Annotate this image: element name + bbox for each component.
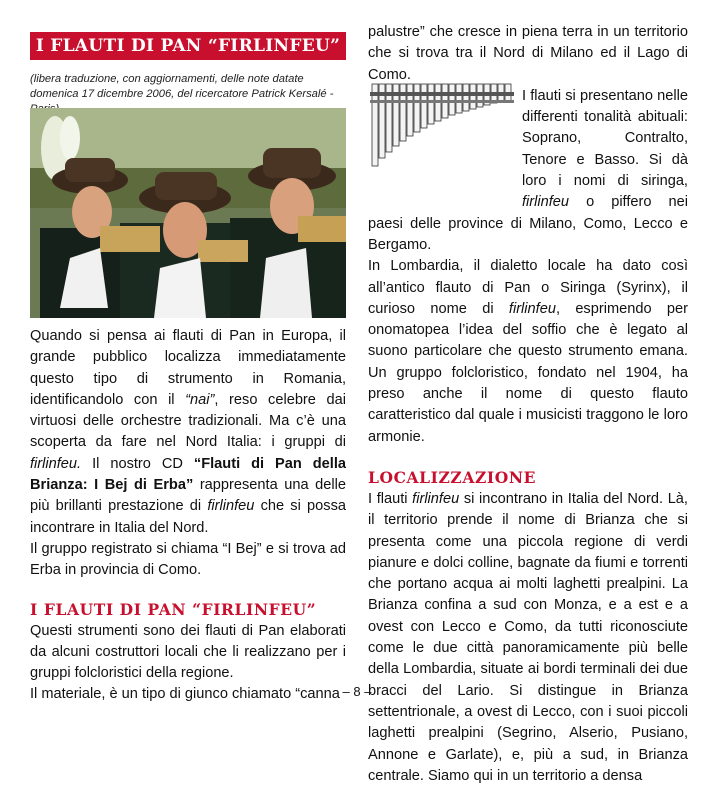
text-run: che si possa incontrare in Italia del Nord. <box>30 498 346 536</box>
text-run: si incontrano in Italia del Nord. Là, il territorio prende il nome di Brianza che si presenta come una piccola regione di verdi pianure e dolci colline, bagnate da fiumi e torrenti che portano acqua ai molti laghetti prealpini. La Brianza confina a sud con Monza, e a est e a ovest con Lecco e Como, da tutti riconosciute come le due città panoramicamente più belle della Lombardia, situate ai bordi terminali dei due bracci del Lario. Si distingue in Brianza settentrionale, a ovest di Lecco, con i suoi piccoli laghetti prealpini (Segrino, Alserio, Pusiano, Annone e Garlate), e, più a sud, in Brianza centrale. Siamo qui in un territorio a densa <box>368 490 688 784</box>
brianza-paragraph <box>368 489 688 787</box>
text-run: , reso celebre dai virtuosi delle orchestre tradizionali. Ma c’è una scoperta da fare nel Nord Italia: i gruppi di <box>30 391 347 451</box>
text-run: rappresenta una delle più brillanti prestazione di <box>30 477 346 515</box>
text-run: In Lombardia, il dialetto locale ha dato così all’antico flauto di Pan o Siringa (Syrinx), il curioso nome di <box>368 258 688 317</box>
instruments-paragraph: Questi strumenti sono dei flauti di Pan elaborati da alcuni costruttori locali che li realizzano per i gruppi folcloristici della regione. <box>30 622 346 682</box>
text-run: I flauti si presentano nelle differenti tonalità abituali: Soprano, Contralto, Tenore e Basso. Si dà loro i nomi di siringa, <box>522 87 688 190</box>
material-continued-paragraph: palustre” che cresce in piena terra in un territorio che si trova tra il Nord di Milano ed il Lago di Como. <box>368 24 688 83</box>
intro-paragraph <box>30 326 346 539</box>
firlinfeu-term: firlinfeu <box>207 498 255 515</box>
pan-flute-illustration <box>368 78 518 170</box>
text-run: , esprimendo per onomatopea l’idea del soffio che è legato al suono particolare che questo strumento emana. Un gruppo folcloristico, fondato nel 1904, ha preso anche il nome di questo flauto caratteristico dal quale i musicisti traggono le loro armonie. <box>368 300 688 445</box>
page-number: – 8 – <box>342 684 372 699</box>
translation-note: (libera traduzione, con aggiornamenti, delle note datate domenica 17 dicembre 2006, del ricercatore Patrick Kersalé - <box>30 73 334 100</box>
firlinfeu-term: firlinfeu. <box>30 455 82 472</box>
cd-title: “Flauti di Pan della Brianza: I Bej di Erba” <box>30 455 346 494</box>
text-run: I flauti <box>368 490 413 507</box>
section-heading-firlinfeu: I FLAUTI DI PAN “FIRLINFEU” <box>30 599 317 619</box>
material-paragraph: Il materiale, è un tipo di giunco chiamato “canna <box>30 686 340 703</box>
text-run: Il nostro CD <box>81 455 194 472</box>
section-title-banner: I FLAUTI DI PAN “FIRLINFEU” <box>30 32 346 60</box>
firlinfeu-term: firlinfeu <box>522 194 570 211</box>
musicians-photo <box>30 108 346 318</box>
group-paragraph: Il gruppo registrato si chiama “I Bej” e si trova ad Erba in provincia di Como. <box>30 540 346 579</box>
left-column-body <box>30 326 346 706</box>
text-run: o piffero nei paesi delle province di Milano, Como, Lecco e Bergamo. <box>368 194 688 253</box>
firlinfeu-term: firlinfeu <box>508 300 556 317</box>
nai-term: “nai” <box>185 391 215 408</box>
lombardia-paragraph <box>368 256 688 448</box>
section-heading-localizzazione: LOCALIZZAZIONE <box>368 467 537 487</box>
text-run: Quando si pensa ai flauti di Pan in Europa, il grande pubblico localizza immediatamente questo tipo di strumento in Romania, identificandolo con il <box>30 328 346 408</box>
firlinfeu-term: firlinfeu <box>412 490 460 507</box>
